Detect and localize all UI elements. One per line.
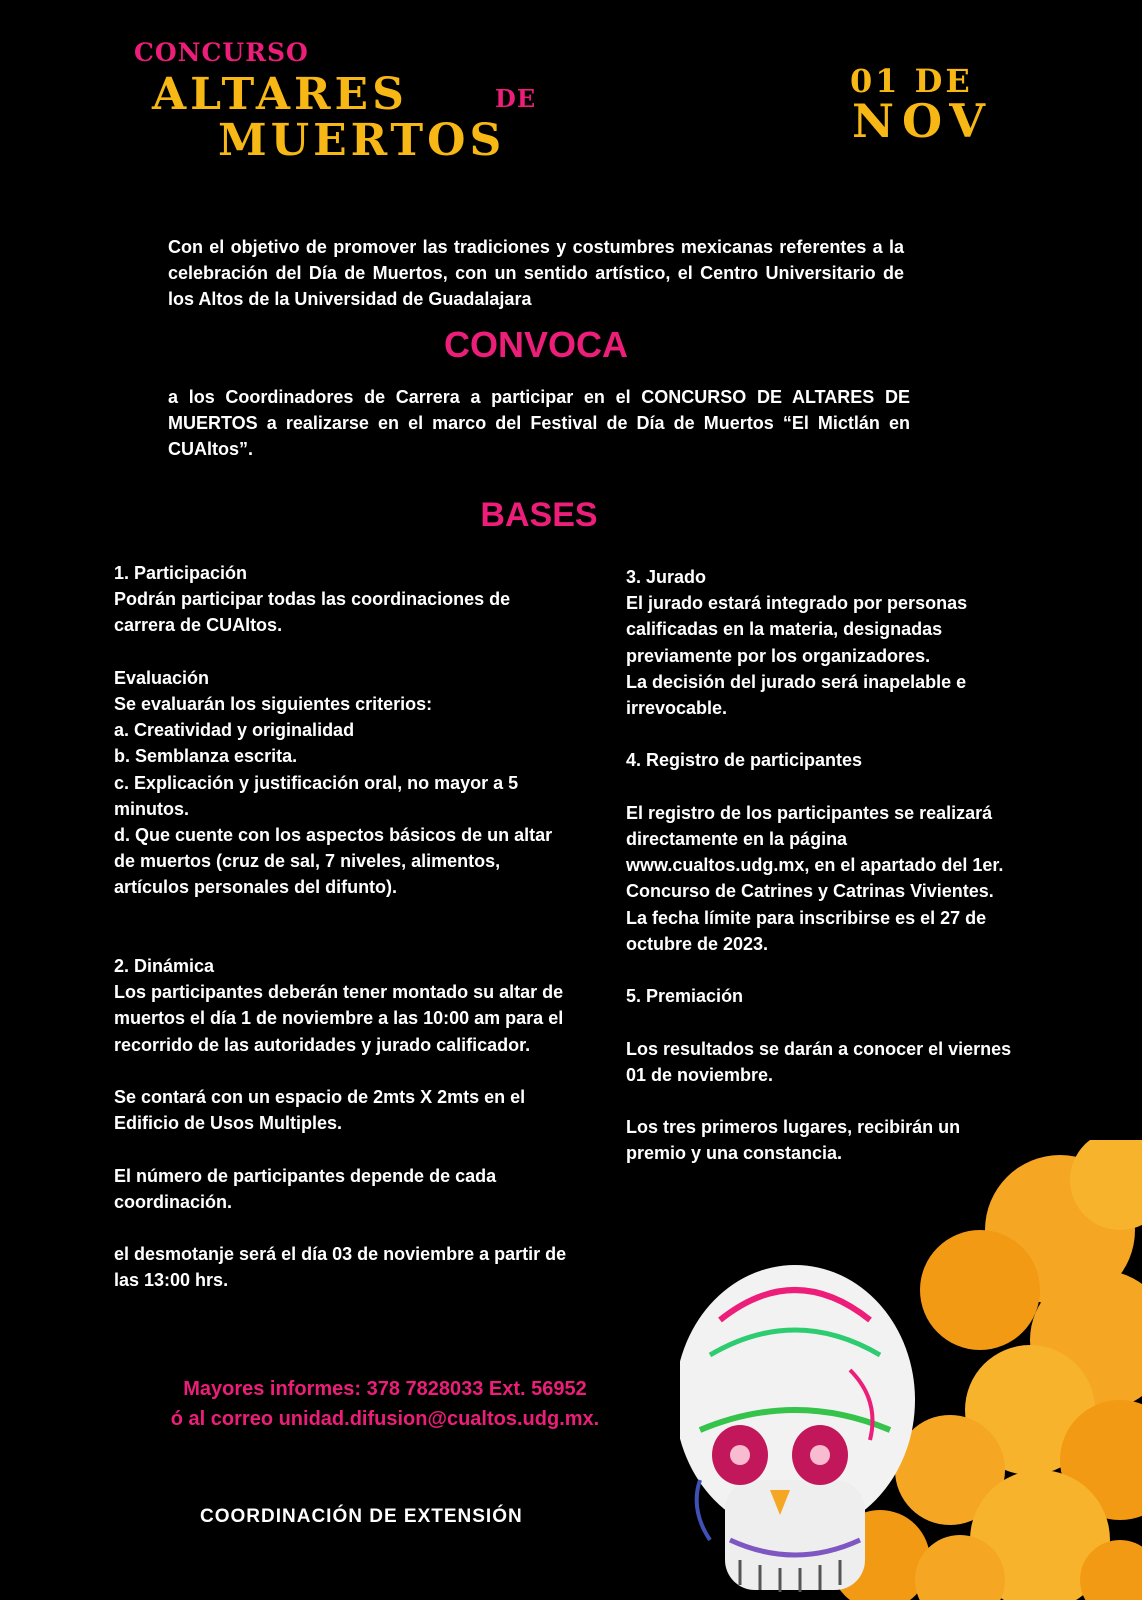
bases-paragraph: Evaluación xyxy=(114,667,210,688)
bases-paragraph xyxy=(626,1009,1016,1035)
bases-paragraph: 3. Jurado xyxy=(626,567,707,587)
bases-paragraph: Podrán participar todas las coordinaciones de carrera de CUAltos. xyxy=(114,589,511,636)
bases-paragraph xyxy=(626,957,1016,983)
title-muertos: MUERTOS xyxy=(218,115,506,166)
intro-paragraph: Con el objetivo de promover las tradiciones y costumbres mexicanas referentes a la celebración del Día de Muertos, con un sentido artístico, el Centro Universitario de los Altos de la Universidad de Guadalajara xyxy=(168,237,904,309)
title-concurso: CONCURSO xyxy=(134,38,309,67)
convoca-heading: CONVOCA xyxy=(443,324,628,365)
bases-paragraph: El registro de los participantes se realizará directamente en la página www.cualtos.udg.mx, en el apartado del 1er. Concurso de Catrines y Catrinas Vivientes. xyxy=(626,802,1004,902)
contact-phone: Mayores informes: 378 7828033 Ext. 56952 xyxy=(183,1378,587,1400)
bases-right-column xyxy=(626,564,1016,1167)
bases-heading: BASES xyxy=(480,496,598,534)
bases-paragraph: 5. Premiación xyxy=(626,986,744,1007)
bases-paragraph xyxy=(114,1215,574,1241)
title-de: DE xyxy=(495,84,537,113)
bases-paragraph xyxy=(114,927,574,953)
bases-paragraph: Los tres primeros lugares, recibirán un premio y una constancia. xyxy=(626,1117,961,1164)
bases-paragraph: 1. Participación xyxy=(114,563,248,583)
bases-paragraph: 2. Dinámica xyxy=(114,956,215,977)
bases-paragraph: La fecha límite para inscribirse es el 27 de octubre de 2023. xyxy=(626,907,987,954)
bases-paragraph: Se evaluarán los siguientes criterios: xyxy=(114,694,433,715)
bases-paragraph: Se contará con un espacio de 2mts X 2mts en el Edificio de Usos Multiples. xyxy=(114,1087,526,1134)
bases-paragraph: Los participantes deberán tener montado su altar de muertos el día 1 de noviembre a las 10:00 am para el recorrido de las autoridades y jurado calificador. xyxy=(114,982,564,1055)
bases-paragraph: c. Explicación y justificación oral, no mayor a 5 minutos. xyxy=(114,772,519,819)
bases-paragraph xyxy=(626,774,1016,800)
bases-paragraph xyxy=(626,721,1016,747)
bases-left-column xyxy=(114,560,574,1294)
title-altares: ALTARES xyxy=(152,69,408,120)
marigold-skull-illustration xyxy=(680,1140,1142,1600)
bases-paragraph: a. Creatividad y originalidad xyxy=(114,720,355,741)
contact-email: ó al correo unidad.difusion@cualtos.udg.mx. xyxy=(170,1408,600,1430)
bases-paragraph: 4. Registro de participantes xyxy=(626,750,863,771)
bases-paragraph xyxy=(114,1136,574,1162)
bases-paragraph: d. Que cuente con los aspectos básicos de un altar de muertos (cruz de sal, 7 niveles, alimentos, artículos personales del difunto). xyxy=(114,825,553,898)
event-date-month: NOV xyxy=(852,94,993,148)
bases-paragraph: Los resultados se darán a conocer el viernes 01 de noviembre. xyxy=(626,1038,1012,1085)
bases-paragraph xyxy=(114,901,574,927)
event-date-day: 01 DE xyxy=(850,62,973,100)
bases-paragraph: La decisión del jurado será inapelable e irrevocable. xyxy=(626,671,967,719)
footer-department: COORDINACIÓN DE EXTENSIÓN xyxy=(200,1506,523,1527)
contact-info xyxy=(0,1374,770,1434)
bases-paragraph: El jurado estará integrado por personas calificadas en la materia, designadas previamente por los organizadores. xyxy=(626,593,968,666)
bases-paragraph: el desmotanje será el día 03 de noviembre a partir de las 13:00 hrs. xyxy=(114,1244,567,1291)
bases-paragraph: b. Semblanza escrita. xyxy=(114,746,298,767)
bases-paragraph xyxy=(114,639,574,665)
bases-paragraph: El número de participantes depende de cada coordinación. xyxy=(114,1165,497,1212)
invitation-paragraph: a los Coordinadores de Carrera a participar en el CONCURSO DE ALTARES DE MUERTOS a realizarse en el marco del Festival de Día de Muertos “El Mictlán en CUAltos”. xyxy=(168,387,910,459)
bases-paragraph xyxy=(114,1058,574,1084)
bases-paragraph xyxy=(626,1088,1016,1114)
